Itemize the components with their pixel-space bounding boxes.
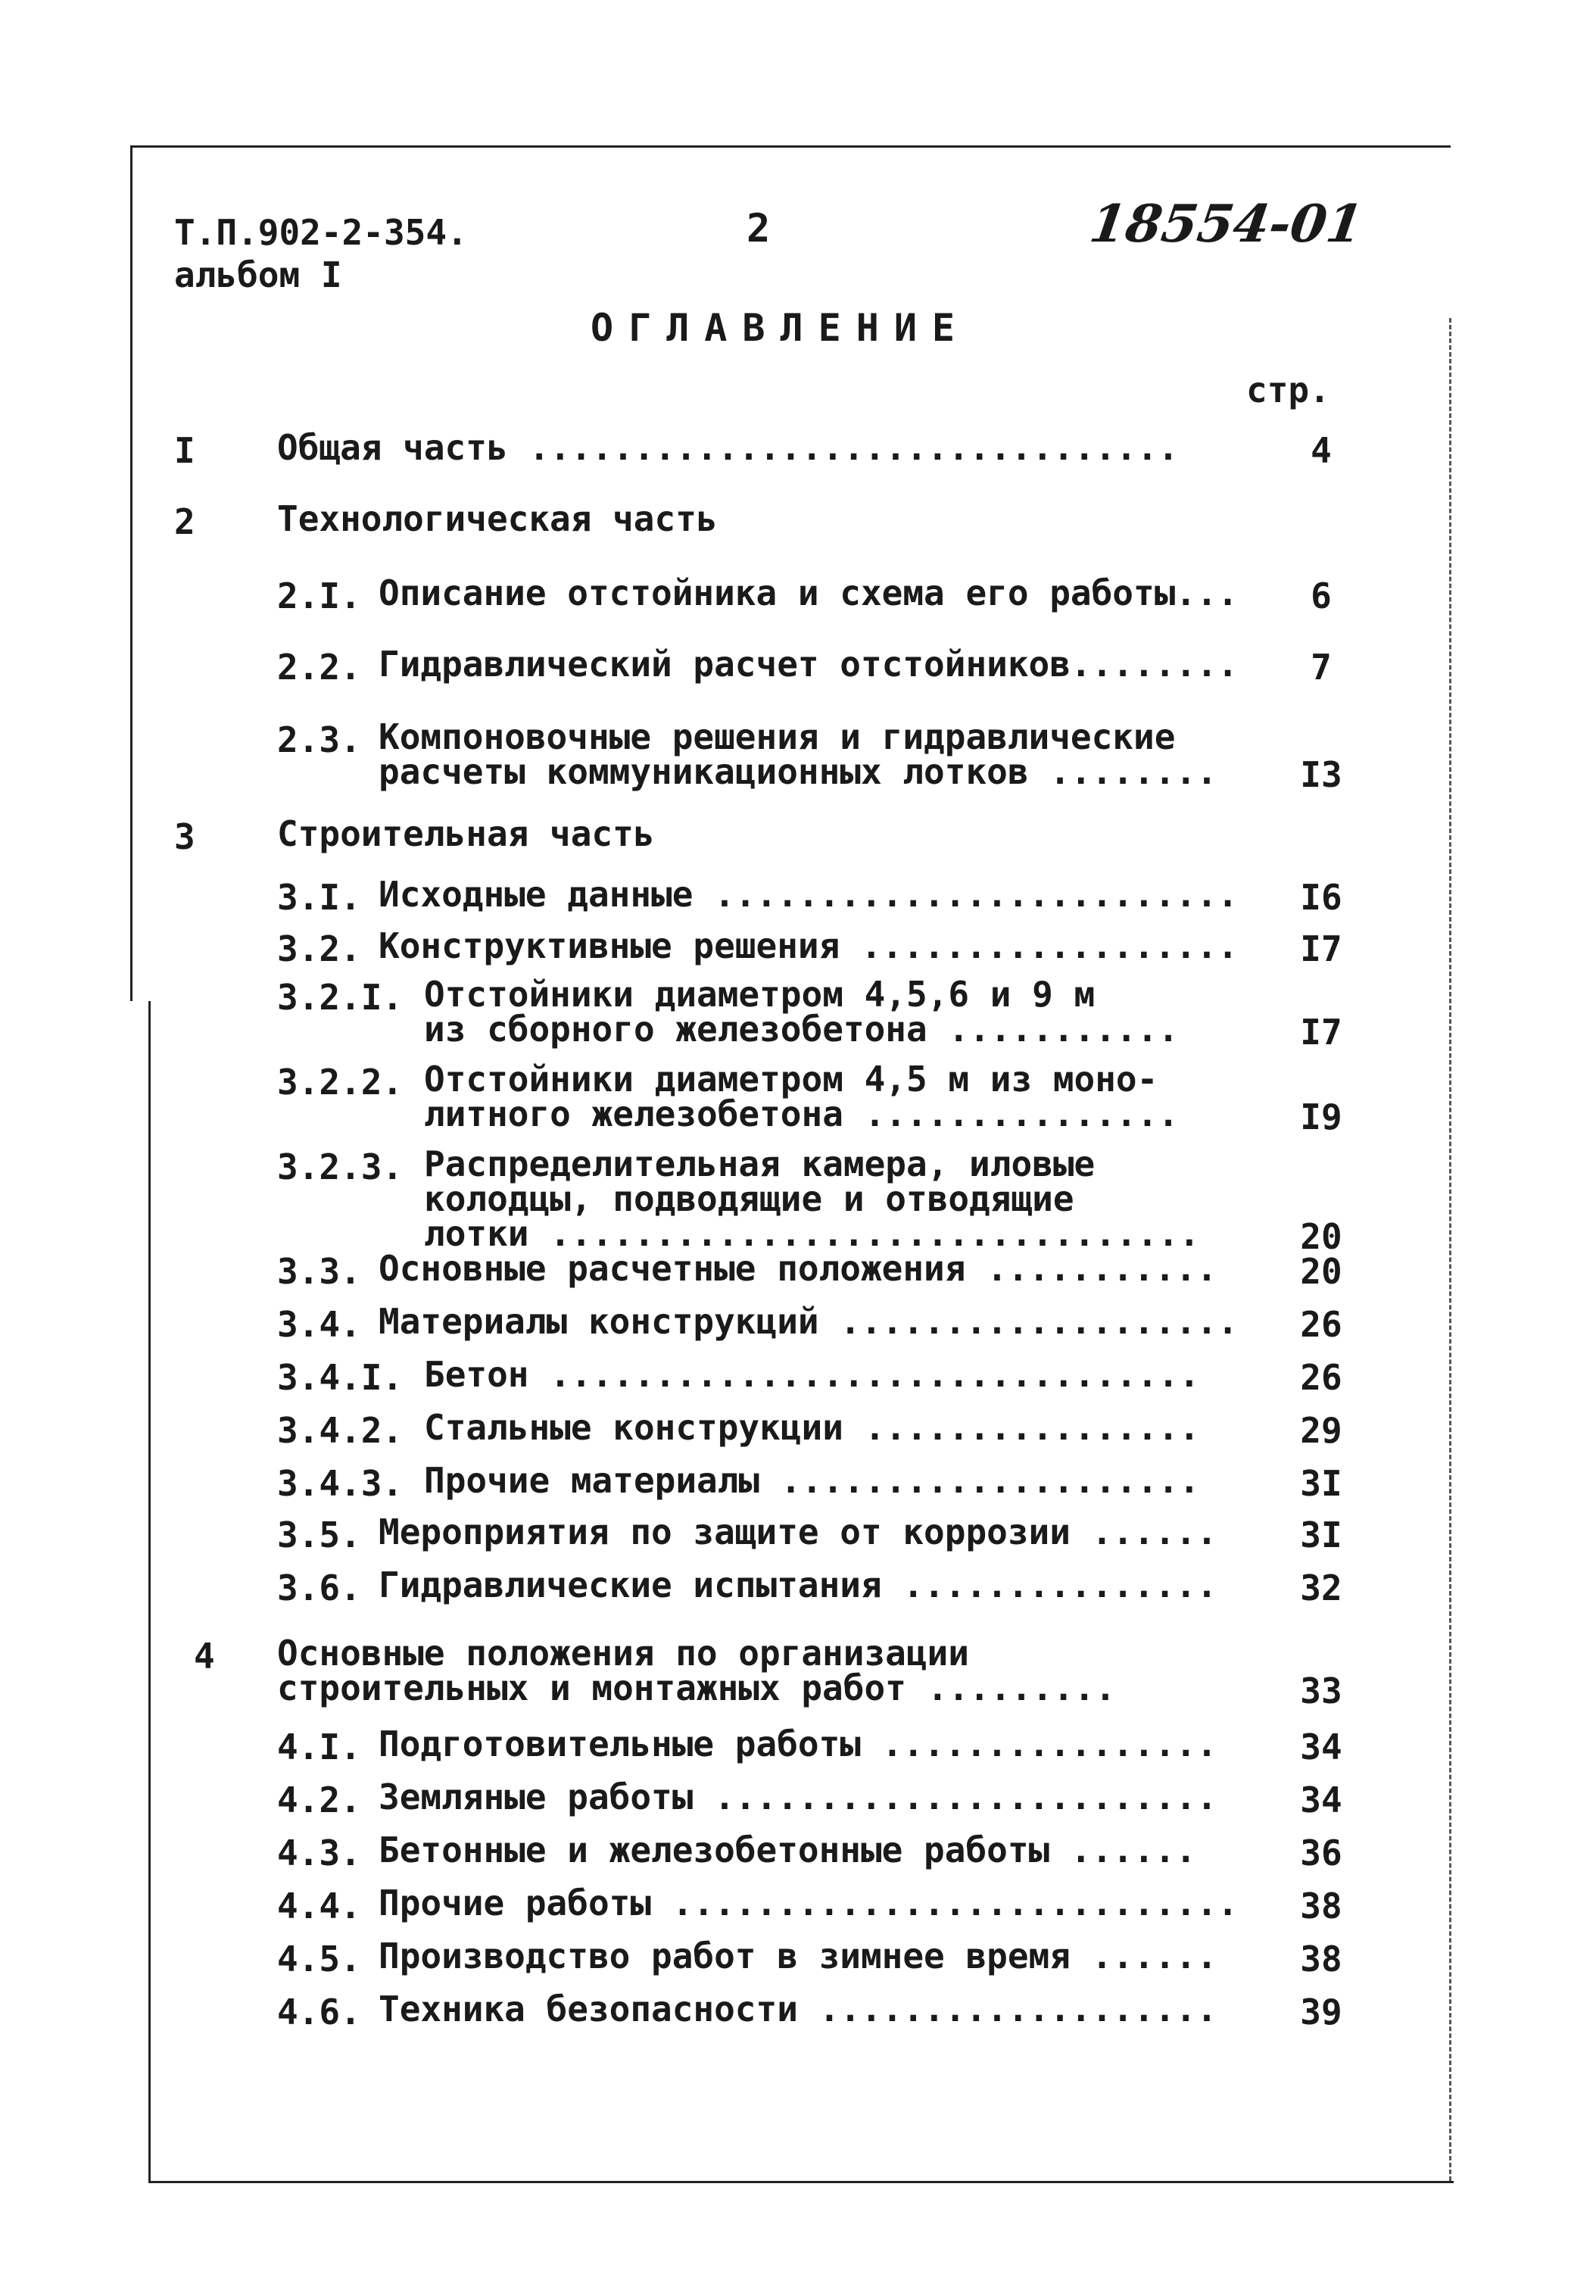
toc-entry-number: 3.4.3. <box>277 1463 404 1504</box>
toc-entry-number: 4 <box>194 1636 215 1677</box>
toc-entry-title <box>379 1777 1217 1817</box>
toc-entry-title-line: Описание отстойника и схема его работы... <box>379 572 1239 613</box>
toc-entry-title <box>379 572 1239 613</box>
toc-entry-title <box>424 1059 1179 1134</box>
toc-entry-title <box>424 1460 1200 1501</box>
toc-entry-title-line: Земляные работы ........................ <box>379 1777 1217 1817</box>
toc-entry-page: 20 <box>1300 1251 1342 1292</box>
toc-entry-title-line: Отстойники диаметром 4,5,6 и 9 м <box>424 974 1096 1015</box>
toc-entry-page: 26 <box>1300 1304 1342 1345</box>
toc-entry-title-line: строительных и монтажных работ ......... <box>277 1667 1116 1708</box>
frame-right-border <box>1449 318 1451 2181</box>
toc-entry-title <box>379 1830 1197 1870</box>
toc-entry-title-line: колодцы, подводящие и отводящие <box>424 1178 1074 1219</box>
toc-entry-title <box>277 1633 1116 1708</box>
document-code: Т.П.902-2-354. <box>174 212 468 253</box>
toc-entry-page: 38 <box>1300 1886 1342 1926</box>
toc-entry-title <box>379 1883 1239 1923</box>
toc-entry-page: 39 <box>1300 1992 1342 2032</box>
frame-bottom-border <box>148 2181 1454 2183</box>
toc-entry-page: I6 <box>1300 877 1342 918</box>
toc-entry-title <box>379 1724 1217 1764</box>
toc-entry-title-line: Прочие работы ........................... <box>379 1883 1239 1923</box>
toc-entry-page: 6 <box>1311 576 1332 616</box>
toc-entry-number: 2.2. <box>277 647 361 688</box>
toc-entry-page: I7 <box>1300 1012 1342 1053</box>
handwritten-doc-number: 18554-01 <box>1086 194 1367 254</box>
toc-entry-page: 4 <box>1311 430 1332 471</box>
page-number: 2 <box>747 206 771 251</box>
toc-entry-title-line: литного железобетона ............... <box>424 1093 1179 1134</box>
toc-entry-title <box>379 1511 1217 1552</box>
toc-entry-number: 3.6. <box>277 1568 361 1608</box>
toc-entry-page: I9 <box>1300 1097 1342 1137</box>
toc-entry-title-line: лотки ............................... <box>424 1213 1200 1254</box>
toc-entry-title-line: Распределительная камера, иловые <box>424 1143 1096 1184</box>
toc-entry-title <box>379 1301 1239 1342</box>
toc-entry-title <box>379 874 1239 915</box>
toc-entry-title-line: из сборного железобетона ........... <box>424 1009 1179 1050</box>
toc-entry-page: 3I <box>1300 1463 1342 1504</box>
toc-entry-title-line: Материалы конструкций ................... <box>379 1301 1239 1342</box>
toc-entry-title <box>379 925 1239 966</box>
toc-entry-number: 3.I. <box>277 877 361 918</box>
toc-entry-title-line: Прочие материалы .................... <box>424 1460 1200 1501</box>
toc-entry-page: I3 <box>1300 754 1342 795</box>
frame-left-border <box>130 145 132 1001</box>
toc-entry-title-line: Конструктивные решения .................. <box>379 925 1239 966</box>
toc-entry-title <box>424 974 1179 1050</box>
toc-entry-title-line: Основные расчетные положения ........... <box>379 1248 1217 1289</box>
toc-entry-page: 34 <box>1300 1727 1342 1767</box>
toc-entry-title-line: Техника безопасности ................... <box>379 1989 1217 2029</box>
toc-entry-number: 2.3. <box>277 719 361 760</box>
toc-entry-page: 29 <box>1300 1410 1342 1451</box>
toc-entry-title-line: расчеты коммуникационных лотков ........ <box>379 751 1217 792</box>
toc-entry-title <box>379 1248 1217 1289</box>
toc-entry-number: 2 <box>174 501 195 542</box>
toc-entry-title-line: Мероприятия по защите от коррозии ...... <box>379 1511 1217 1552</box>
toc-entry-page: 36 <box>1300 1833 1342 1873</box>
toc-entry-page: 3I <box>1300 1515 1342 1555</box>
toc-entry-page: 32 <box>1300 1568 1342 1608</box>
toc-entry-number: 3.4.I. <box>277 1357 404 1398</box>
toc-entry-page: 33 <box>1300 1671 1342 1711</box>
toc-entry-number: 4.I. <box>277 1727 361 1767</box>
toc-entry-title-line: Технологическая часть <box>277 498 718 539</box>
toc-entry-page: 38 <box>1300 1939 1342 1979</box>
toc-entry-title-line: Основные положения по организации <box>277 1633 969 1674</box>
toc-entry-title-line: Общая часть ............................... <box>277 427 1179 468</box>
toc-entry-title <box>379 1564 1217 1605</box>
toc-entry-number: 2.I. <box>277 576 361 616</box>
toc-entry-title-line: Строительная часть <box>277 813 655 854</box>
toc-entry-title-line: Производство работ в зимнее время ...... <box>379 1936 1217 1976</box>
toc-entry-title-line: Исходные данные ......................... <box>379 874 1239 915</box>
page-title: ОГЛАВЛЕНИЕ <box>591 306 971 350</box>
toc-entry-number: 4.4. <box>277 1886 361 1926</box>
toc-entry-title <box>277 427 1179 468</box>
toc-entry-title <box>424 1143 1200 1254</box>
toc-entry-title-line: Отстойники диаметром 4,5 м из моно- <box>424 1059 1158 1100</box>
toc-entry-title-line: Бетонные и железобетонные работы ...... <box>379 1830 1197 1870</box>
toc-entry-title-line: Подготовительные работы ................ <box>379 1724 1217 1764</box>
toc-entry-page: 20 <box>1300 1216 1342 1257</box>
toc-entry-title <box>424 1354 1200 1395</box>
toc-entry-title-line: Гидравлический расчет отстойников........ <box>379 644 1239 685</box>
toc-entry-number: I <box>174 430 195 471</box>
toc-entry-number: 3.2.2. <box>277 1062 404 1103</box>
album-label: альбом I <box>174 254 342 295</box>
toc-entry-title <box>379 644 1239 685</box>
toc-entry-number: 3.5. <box>277 1515 361 1555</box>
page-column-header: стр. <box>1246 370 1330 410</box>
toc-entry-title <box>277 498 718 539</box>
toc-entry-page: 7 <box>1311 647 1332 688</box>
toc-entry-title-line: Гидравлические испытания ............... <box>379 1564 1217 1605</box>
toc-entry-title-line: Компоновочные решения и гидравлические <box>379 716 1176 757</box>
toc-entry-title <box>277 813 655 854</box>
toc-entry-title-line: Стальные конструкции ................ <box>424 1407 1200 1448</box>
toc-entry-title <box>379 716 1217 792</box>
toc-entry-number: 3.2. <box>277 928 361 969</box>
toc-entry-number: 3.2.3. <box>277 1146 404 1187</box>
toc-entry-number: 3.4.2. <box>277 1410 404 1451</box>
frame-top-border <box>130 145 1451 148</box>
toc-entry-title <box>379 1989 1217 2029</box>
toc-entry-page: 26 <box>1300 1357 1342 1398</box>
toc-entry-number: 3.3. <box>277 1251 361 1292</box>
toc-entry-number: 4.6. <box>277 1992 361 2032</box>
toc-entry-number: 3.4. <box>277 1304 361 1345</box>
toc-entry-number: 4.3. <box>277 1833 361 1873</box>
toc-entry-title-line: Бетон ............................... <box>424 1354 1200 1395</box>
toc-entry-page: I7 <box>1300 928 1342 969</box>
toc-entry-number: 3 <box>174 816 195 857</box>
toc-entry-number: 4.5. <box>277 1939 361 1979</box>
toc-entry-title <box>379 1936 1217 1976</box>
toc-entry-number: 4.2. <box>277 1780 361 1820</box>
toc-entry-number: 3.2.I. <box>277 977 404 1018</box>
toc-entry-page: 34 <box>1300 1780 1342 1820</box>
toc-entry-title <box>424 1407 1200 1448</box>
frame-left-border-lower <box>148 1001 151 2182</box>
